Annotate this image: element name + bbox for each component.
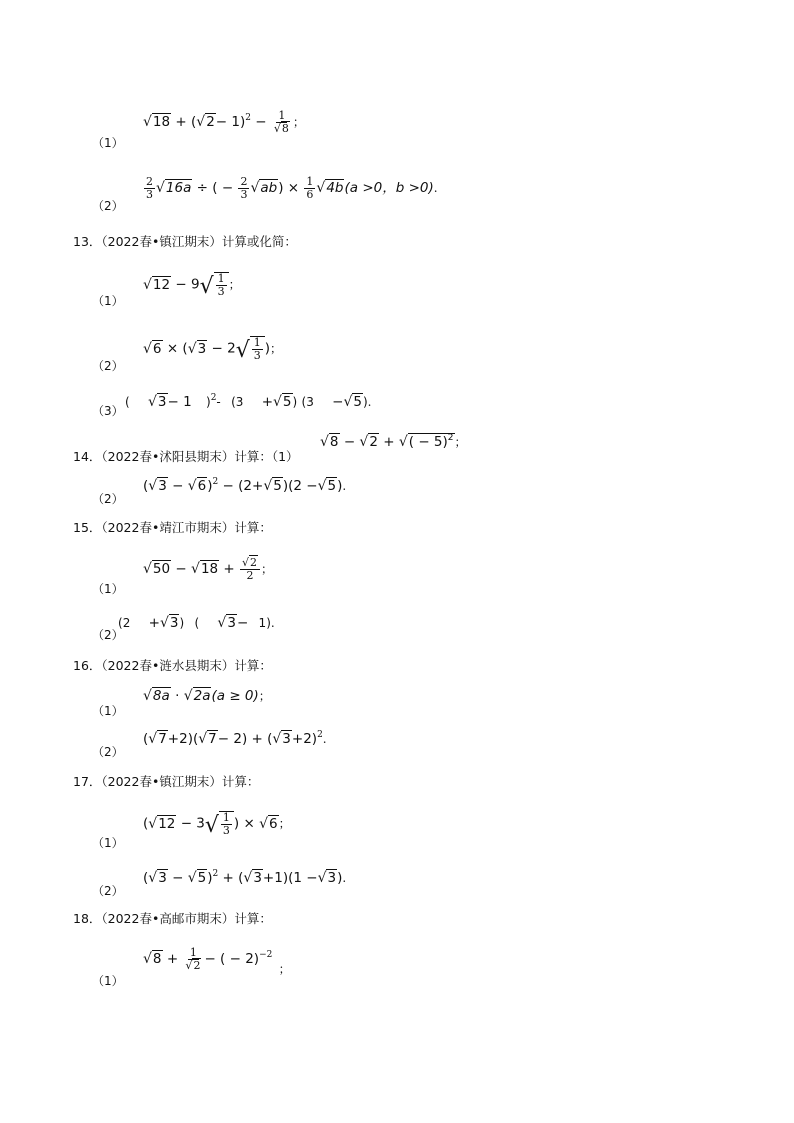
expression-17-2: $(√3 - √5)^2 + (√3+1)(1 -√3)$. — [143, 869, 347, 886]
part-label: （2） — [92, 199, 124, 213]
part-label: （1） — [92, 974, 124, 988]
expression-16-1: √8a · √2a(a ≥ 0)； — [143, 688, 271, 704]
expression-12-1: $√18 + (√2- 1)^2$ − $\frac{1}{√8}$ ； — [143, 109, 305, 136]
question-18: 18．（2022春•高邮市期末）计算： — [73, 911, 272, 926]
expression-17-1: (√12 − 3 √ $\frac{1}{3}$ ) × √6； — [143, 811, 291, 839]
part-label: （1） — [92, 582, 124, 596]
expression-15-1: √50 − √18 + $\frac{√2}{2}$ ； — [143, 556, 274, 583]
expression-14-2: $(√3 - √6)^2 - (2+√5)(2 -√5)$. — [143, 477, 347, 494]
expression-13-1: √12 − 9 √ $\frac{1}{3}$ ； — [143, 272, 241, 300]
part-label: （2） — [92, 492, 124, 506]
question-16: 16．（2022春•涟水县期末）计算： — [73, 658, 272, 673]
question-15: 15．（2022春•靖江市期末）计算： — [73, 520, 272, 535]
part-label: （1） — [92, 136, 124, 150]
expression-18-1: √8 + $\frac{1}{√2}$ − ( − 2)$^{-2}$ ； — [143, 946, 291, 977]
question-13: 13．（2022春•镇江期末）计算或化简： — [73, 234, 297, 249]
question-14: 14．（2022春•沭阳县期末）计算：（1） — [73, 449, 299, 464]
part-label: （2） — [92, 884, 124, 898]
part-label: （1） — [92, 704, 124, 718]
expression-15-2: (2 +√3) ( √3− 1). — [118, 615, 275, 631]
expression-16-2: $(√7+2)(√7- 2) + (√3+2)^2$. — [143, 730, 327, 747]
expression-13-2: √6 × (√3 − 2 √ $\frac{1}{3}$ )； — [143, 336, 283, 364]
part-label: （3） — [92, 404, 124, 418]
expression-13-3: ( √3− 1 )$^2$- (3 +√5) (3 −√5). — [125, 393, 372, 410]
part-label: （1） — [92, 836, 124, 850]
expression-12-2: $\frac{2}{3}$ √16a ÷ ( − $\frac{2}{3}$ √ab) × $\frac{1}{6}$ √4b(a >0，b >0). — [146, 175, 438, 202]
question-17: 17．（2022春•镇江期末）计算： — [73, 774, 260, 789]
part-label: （2） — [92, 359, 124, 373]
part-label: （2） — [92, 628, 124, 642]
part-label: （1） — [92, 294, 124, 308]
part-label: （2） — [92, 745, 124, 759]
expression-14-1: √8 − √2 + √( − 5)$^2$； — [320, 433, 467, 450]
